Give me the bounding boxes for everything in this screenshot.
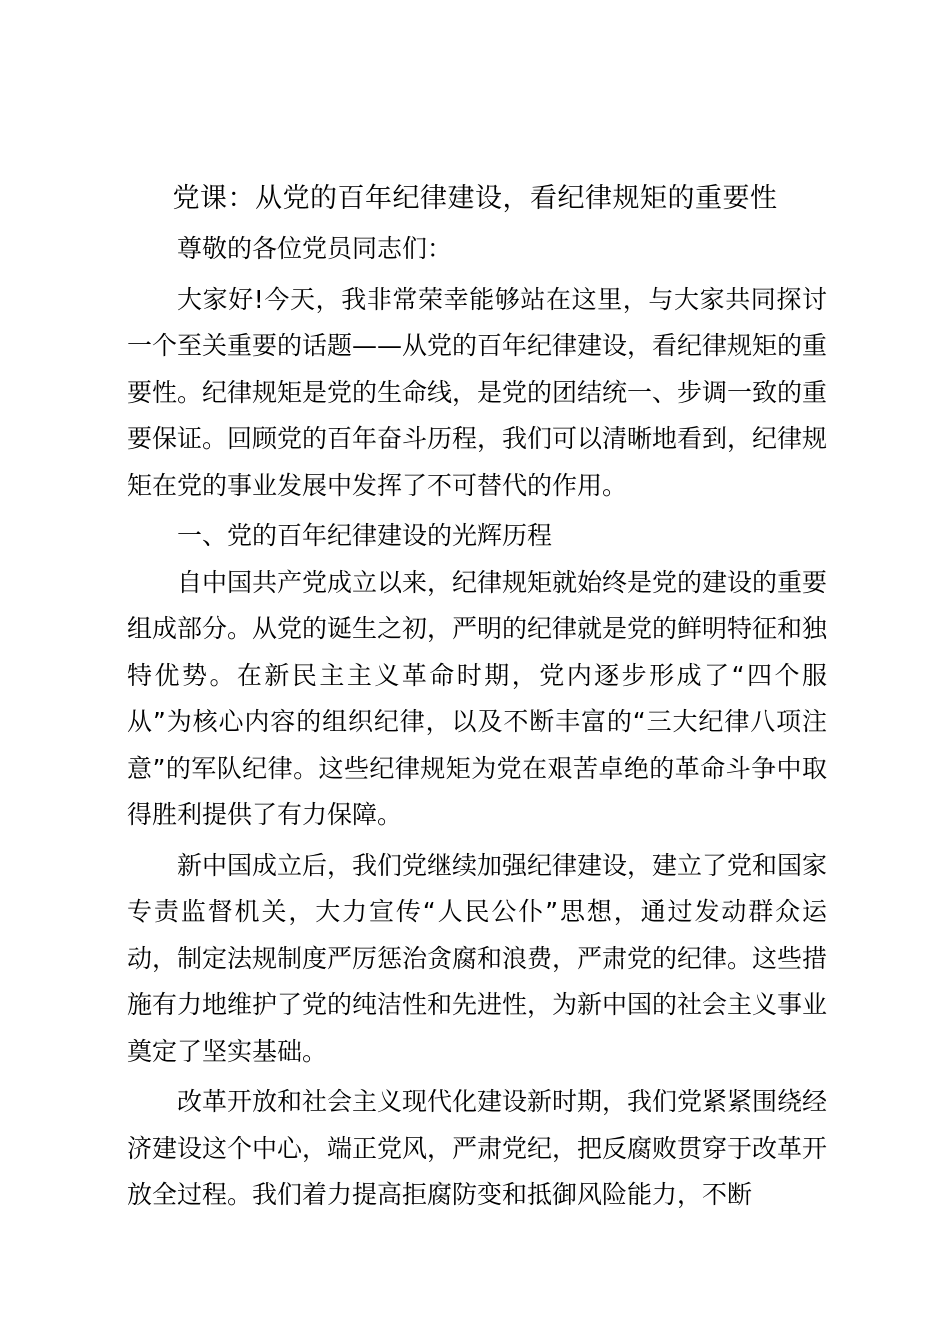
section-heading: 一、党的百年纪律建设的光辉历程 bbox=[177, 521, 553, 550]
salutation: 尊敬的各位党员同志们： bbox=[177, 234, 453, 263]
paragraph-reform: 改革开放和社会主义现代化建设新时期，我们党紧紧围绕经济建设这个中心，端正党风，严肃党纪，把反腐败贯穿于改革开放全过程。我们着力提高拒腐防变和抵御风险能力，不断 bbox=[127, 1087, 828, 1209]
document-title: 党课：从党的百年纪律建设，看纪律规矩的重要性 bbox=[172, 183, 778, 214]
paragraph-founding: 自中国共产党成立以来，纪律规矩就始终是党的建设的重要组成部分。从党的诞生之初，严明的纪律就是党的鲜明特征和独特优势。在新民主主义革命时期，党内逐步形成了“四个服从”为核心内容的组织纪律，以及不断丰富的“三大纪律八项注意”的军队纪律。这些纪律规矩为党在艰苦卓绝的革命斗争中取得胜利提供了有力保障。 bbox=[127, 567, 828, 829]
document-body bbox=[127, 226, 827, 1223]
paragraph-new-china: 新中国成立后，我们党继续加强纪律建设，建立了党和国家专责监督机关，大力宣传“人民公仆”思想，通过发动群众运动，制定法规制度严厉惩治贪腐和浪费，严肃党的纪律。这些措施有力地维护了党的纯洁性和先进性，为新中国的社会主义事业奠定了坚实基础。 bbox=[127, 850, 828, 1066]
paragraph-intro: 大家好!今天，我非常荣幸能够站在这里，与大家共同探讨一个至关重要的话题——从党的百年纪律建设，看纪律规矩的重要性。纪律规矩是党的生命线，是党的团结统一、步调一致的重要保证。回顾党的百年奋斗历程，我们可以清晰地看到，纪律规矩在党的事业发展中发挥了不可替代的作用。 bbox=[127, 284, 828, 500]
